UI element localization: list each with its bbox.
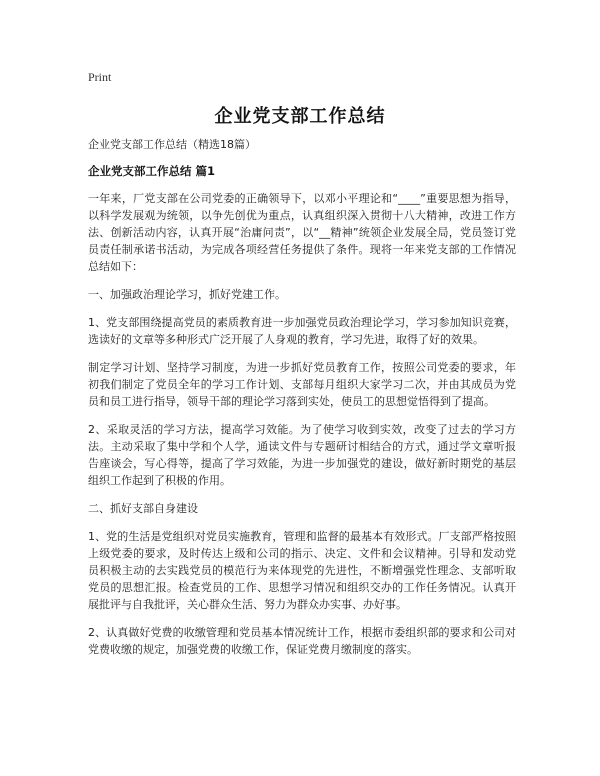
section-heading: 企业党支部工作总结 篇1 xyxy=(88,164,216,178)
paragraph-heading-1: 一、加强政治理论学习，抓好党建工作。 xyxy=(88,288,286,301)
paragraph-1-1: 1、党支部围绕提高党员的素质教育进一步加强党员政治理论学习，学习参加知识竞赛，选读好的文章等多种形式广泛开展了人身观的教育，学习先进，取得了好的效果。 xyxy=(88,316,516,346)
paragraph-intro: 一年来，厂党支部在公司党委的正确领导下，以邓小平理论和“____”重要思想为指导，以科学发展观为统领，以争先创优为重点，认真组织深入贯彻十八大精神，改进工作方法、创新活动内容，认真开展“治庸问责”，以“__精神”统领企业发展全局，党员签订党员责任制承诺书活动，为完成各项经营任务提供了条件。现将一年来党支部的工作情况总结如下： xyxy=(88,192,516,273)
paragraph-study-plan: 制定学习计划、坚持学习制度，为进一步抓好党员教育工作，按照公司党委的要求，年初我们制定了党员全年的学习工作计划、支部每月组织大家学习二次，并由其成员为党员和员工进行指导，领导干部的理论学习落到实处，使员工的思想觉悟得到了提高。 xyxy=(88,361,516,408)
paragraph-heading-2: 二、抓好支部自身建设 xyxy=(88,502,198,515)
document-subtitle: 企业党支部工作总结（精选18篇） xyxy=(88,138,256,151)
paragraph-1-2: 2、采取灵活的学习方法，提高学习效能。为了使学习收到实效，改变了过去的学习方法。主动采取了集中学和个人学，通读文件与专题研讨相结合的方式，通过学文章听报告座谈会，写心得等，提高了学习效能，为进一步加强党的建设，做好新时期党的基层组织工作起到了积极的作用。 xyxy=(88,423,516,487)
document-body xyxy=(88,136,516,669)
paragraph-2-1: 1、党的生活是党组织对党员实施教育，管理和监督的最基本有效形式。厂支部严格按照上级党委的要求，及时传达上级和公司的指示、决定、文件和会议精神。引导和发动党员积极主动的去实践党员的模范行为来体现党的先进性，不断增强党性理念、支部听取党员的思想汇报。检查党员的工作、思想学习情况和组织交办的工作任务情况。认真开展批评与自我批评，关心群众生活、努力为群众办实事、办好事。 xyxy=(88,530,516,611)
paragraph-2-2: 2、认真做好党费的收缴管理和党员基本情况统计工作，根据市委组织部的要求和公司对党费收缴的规定，加强党费的收缴工作，保证党费月缴制度的落实。 xyxy=(88,626,516,656)
print-link[interactable]: Print xyxy=(88,70,112,84)
page-title: 企业党支部工作总结 xyxy=(214,106,386,127)
